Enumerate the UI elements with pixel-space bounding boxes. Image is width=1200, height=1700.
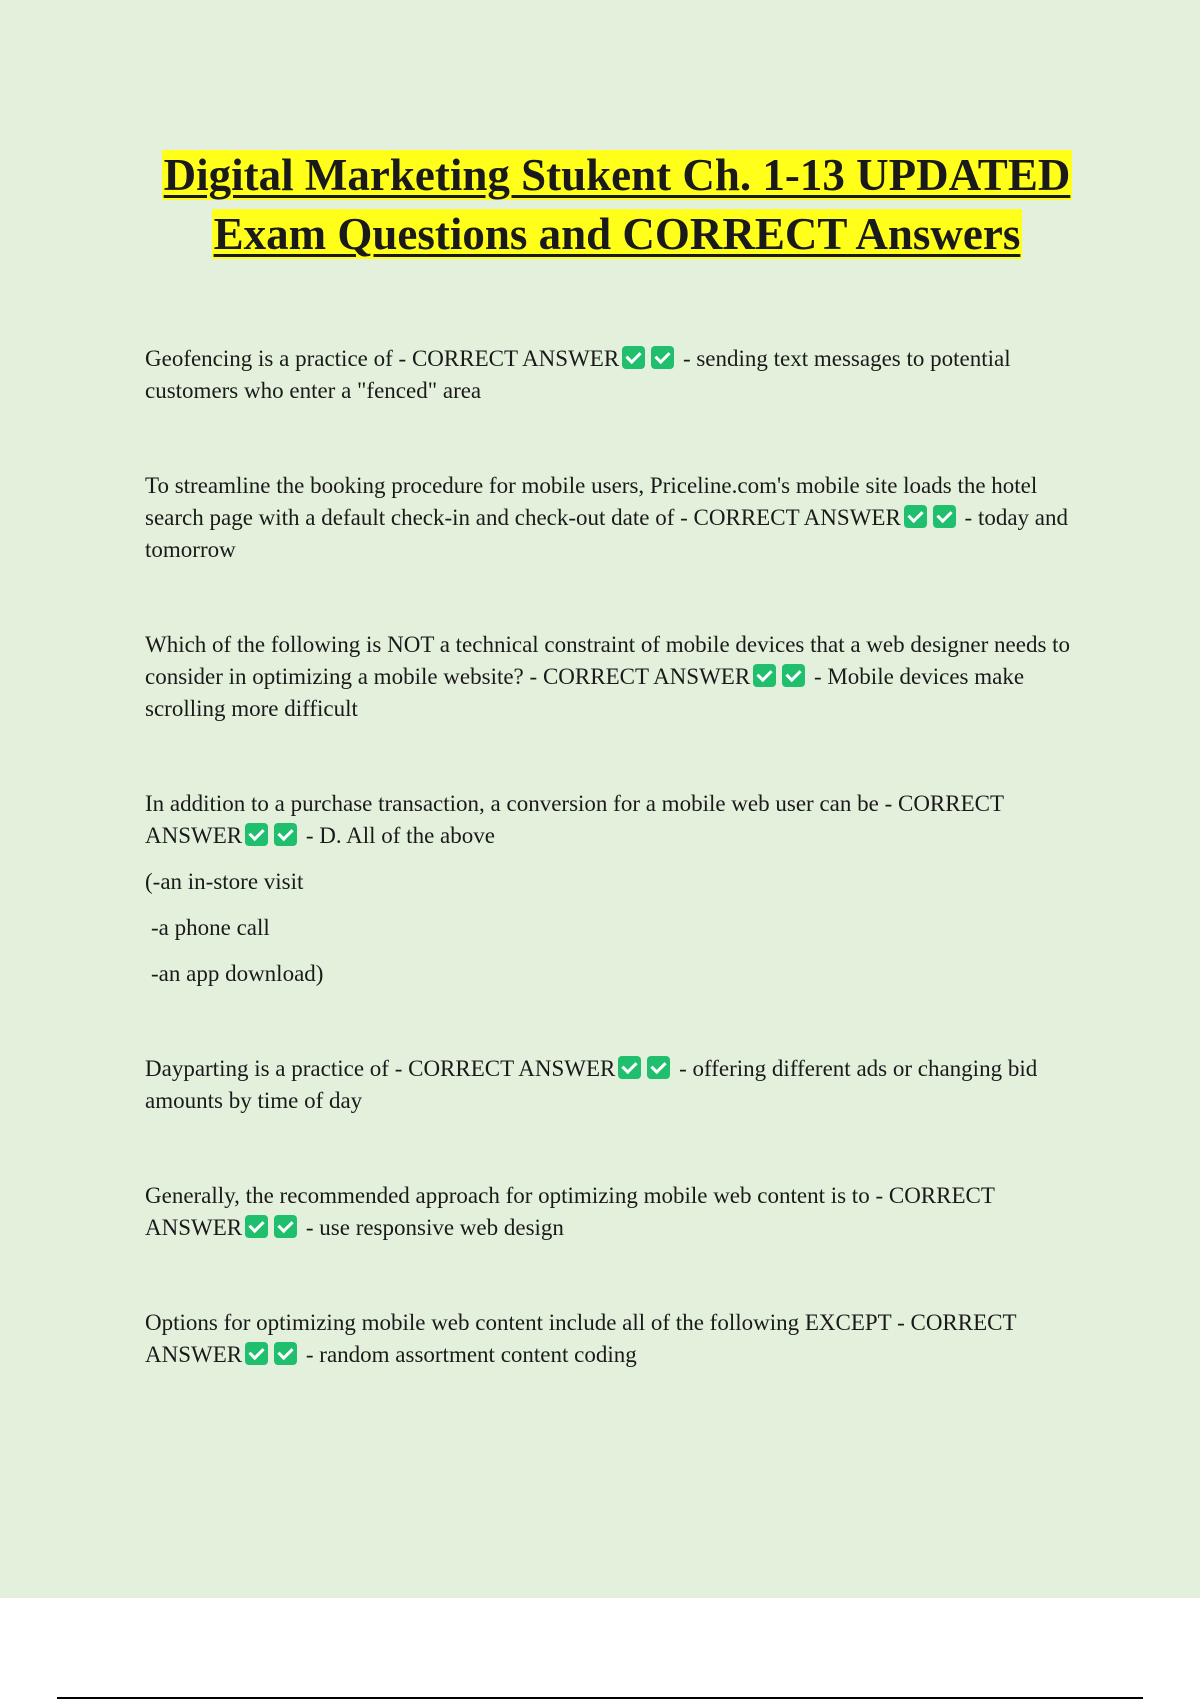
qa-item bbox=[145, 1053, 1090, 1117]
answer-text: - random assortment content coding bbox=[300, 1342, 637, 1367]
answer-option: -an app download) bbox=[151, 961, 324, 986]
answer-text: - D. All of the above bbox=[300, 823, 495, 848]
check-mark-icon bbox=[245, 1342, 268, 1365]
question-text: In addition to a purchase transaction, a conversion for a mobile web user can be - bbox=[145, 791, 898, 816]
question-text: Which of the following is NOT a technical constraint of mobile devices that a web designer needs to consider in optimizing a mobile website? - bbox=[145, 632, 1071, 689]
check-mark-icon bbox=[274, 1342, 297, 1365]
qa-item bbox=[145, 1180, 1090, 1244]
document-title bbox=[120, 146, 1114, 264]
qa-list bbox=[145, 343, 1090, 1371]
qa-item bbox=[145, 1307, 1090, 1371]
check-mark-icon bbox=[245, 823, 268, 846]
answer-option: -a phone call bbox=[151, 915, 270, 940]
question-text: Dayparting is a practice of - bbox=[145, 1056, 409, 1081]
question-text: Options for optimizing mobile web content include all of the following EXCEPT - bbox=[145, 1310, 911, 1335]
qa-item bbox=[145, 629, 1090, 725]
check-mark-icon bbox=[245, 1215, 268, 1238]
title-highlight: Digital Marketing Stukent Ch. 1-13 UPDATED Exam Questions and CORRECT Answers bbox=[163, 150, 1071, 259]
check-mark-icon bbox=[274, 823, 297, 846]
check-mark-icon bbox=[622, 346, 645, 369]
answer-label: CORRECT ANSWER bbox=[145, 1310, 1017, 1367]
qa-item bbox=[145, 470, 1090, 566]
check-mark-icon bbox=[274, 1215, 297, 1238]
check-mark-icon bbox=[904, 505, 927, 528]
question-text: To streamline the booking procedure for mobile users, Priceline.com's mobile site loads the hotel search page with a default check-in and check-out date of - bbox=[145, 473, 1038, 530]
answer-text: - today and tomorrow bbox=[145, 505, 1069, 562]
answer-label: CORRECT ANSWER bbox=[411, 346, 620, 371]
footer-divider bbox=[57, 1697, 1143, 1699]
answer-text: - use responsive web design bbox=[300, 1215, 564, 1240]
check-mark-icon bbox=[651, 346, 674, 369]
question-text: Geofencing is a practice of - bbox=[145, 346, 412, 371]
qa-item bbox=[145, 343, 1090, 407]
answer-text: - Mobile devices make scrolling more difficult bbox=[145, 664, 1025, 721]
answer-label: CORRECT ANSWER bbox=[542, 664, 751, 689]
question-text: Generally, the recommended approach for optimizing mobile web content is to - bbox=[145, 1183, 889, 1208]
check-mark-icon bbox=[782, 664, 805, 687]
answer-option: (-an in-store visit bbox=[145, 869, 304, 894]
qa-item bbox=[145, 788, 1090, 852]
check-mark-icon bbox=[933, 505, 956, 528]
answer-text: - offering different ads or changing bid amounts by time of day bbox=[145, 1056, 1038, 1113]
answer-label: CORRECT ANSWER bbox=[145, 791, 1004, 848]
check-mark-icon bbox=[647, 1056, 670, 1079]
answer-label: CORRECT ANSWER bbox=[145, 1183, 995, 1240]
answer-label: CORRECT ANSWER bbox=[408, 1056, 616, 1081]
check-mark-icon bbox=[618, 1056, 641, 1079]
check-mark-icon bbox=[753, 664, 776, 687]
answer-label: CORRECT ANSWER bbox=[693, 505, 901, 530]
answer-text: - sending text messages to potential customers who enter a "fenced" area bbox=[145, 346, 1011, 403]
